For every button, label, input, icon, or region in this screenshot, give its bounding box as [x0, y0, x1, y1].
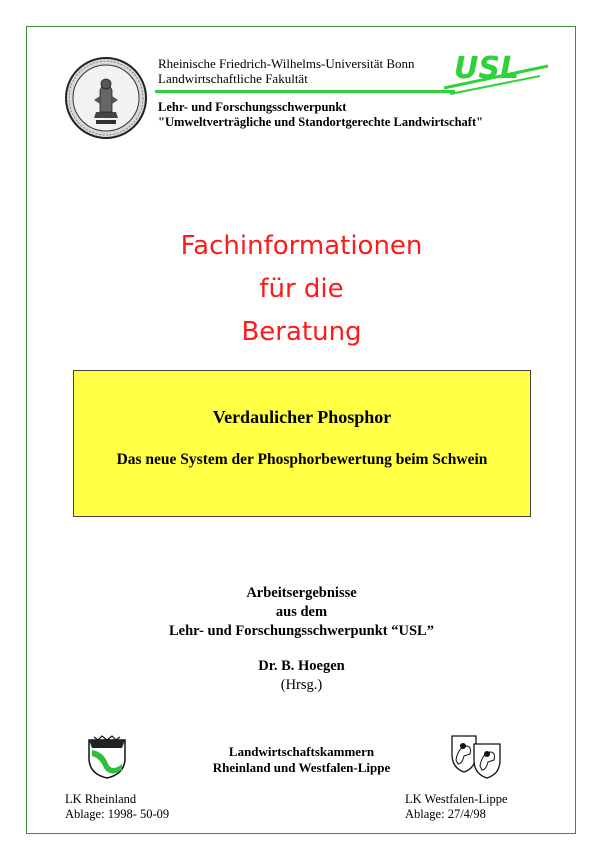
footer-left-name: LK Rheinland [65, 792, 137, 806]
faculty-name: Landwirtschaftliche Fakultät [158, 71, 308, 86]
title-line-2: für die [259, 274, 344, 304]
results-line-3: Lehr- und Forschungsschwerpunkt “USL” [169, 623, 434, 639]
topic-box [73, 370, 531, 517]
results-block [0, 584, 603, 641]
footer-right-name: LK Westfalen-Lippe [405, 792, 508, 806]
author-block [0, 657, 603, 695]
usl-logo-text: USL [454, 51, 520, 86]
university-name: Rheinische Friedrich-Wilhelms-Universität Bonn [158, 56, 415, 71]
westfalen-lippe-crest-icon [450, 732, 502, 780]
header-text [158, 56, 483, 130]
footer-right [405, 792, 508, 822]
chambers-line-2: Rheinland und Westfalen-Lippe [212, 760, 391, 775]
title-line-3: Beratung [241, 317, 362, 347]
footer-left-ref: Ablage: 1998- 50-09 [65, 807, 170, 821]
chambers-block [0, 744, 603, 776]
author-role: (Hrsg.) [280, 677, 323, 693]
header-rule [155, 90, 455, 93]
author-name: Dr. B. Hoegen [258, 658, 345, 674]
results-line-1: Arbeitsergebnisse [246, 585, 357, 601]
focus-line-1: Lehr- und Forschungsschwerpunkt [158, 100, 347, 114]
focus-line-2: "Umweltverträgliche und Standortgerechte Landwirtschaft" [158, 115, 484, 129]
footer-left [65, 792, 169, 822]
university-seal-icon [64, 56, 148, 140]
footer-right-ref: Ablage: 27/4/98 [405, 807, 486, 821]
topic-subtitle: Das neue System der Phosphorbewertung beim Schwein [116, 451, 488, 468]
usl-logo [440, 44, 552, 102]
chambers-line-1: Landwirtschaftskammern [228, 744, 375, 759]
results-line-2: aus dem [275, 604, 328, 620]
title-line-1: Fachinformationen [180, 231, 423, 261]
topic-title: Verdaulicher Phosphor [212, 407, 392, 427]
